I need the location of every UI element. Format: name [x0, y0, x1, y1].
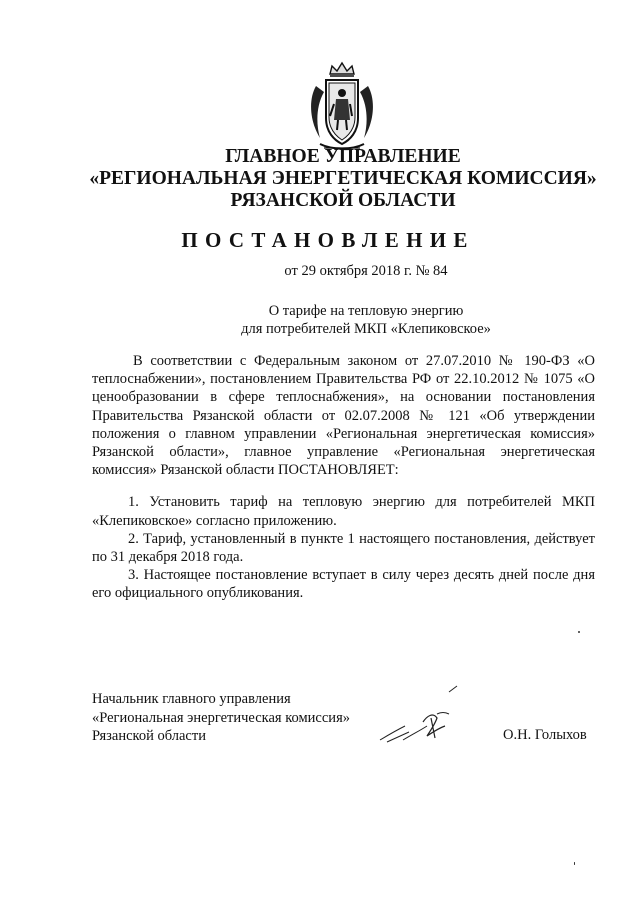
signatory-title	[92, 690, 350, 746]
resolution-item-3: 3. Настоящее постановление вступает в силу через десять дней после дня его официального опубликования.	[92, 567, 595, 602]
signatory-title-line-2: «Региональная энергетическая комиссия»	[92, 709, 350, 726]
signatory-title-line-1: Начальник главного управления	[92, 691, 291, 707]
scan-speck	[578, 631, 580, 633]
document-body	[92, 352, 595, 603]
authority-line-2: «РЕГИОНАЛЬНАЯ ЭНЕРГЕТИЧЕСКАЯ КОМИССИЯ»	[89, 168, 597, 189]
preamble-paragraph: В соответствии с Федеральным законом от 27.07.2010 № 190-ФЗ «О теплоснабжении», постановлением Правительства РФ от 22.10.2012 № 1075 «О ценообразовании в сфере теплоснабжения», на основании постановления Правительства Рязанской области от 02.07.2008 № 121 «Об утверждении положения о главном управлении «Региональная энергетическая комиссия» Рязанской области», главное управление «Региональная энергетическая комиссия» Рязанской области ПОСТАНОВЛЯЕТ:	[92, 353, 595, 479]
scan-speck	[574, 862, 575, 865]
subject-line-2: для потребителей МКП «Клепиковское»	[241, 321, 491, 337]
signatory-name: О.Н. Голыхов	[503, 727, 587, 743]
handwritten-signature	[375, 682, 460, 752]
signatory-title-line-3: Рязанской области	[92, 728, 206, 744]
coat-of-arms-emblem	[302, 60, 382, 160]
authority-line-1: ГЛАВНОЕ УПРАВЛЕНИЕ	[225, 146, 461, 167]
resolution-item-1: 1. Установить тариф на тепловую энергию для потребителей МКП «Клепиковское» согласно приложению.	[92, 494, 595, 529]
resolution-item-2: 2. Тариф, установленный в пункте 1 настоящего постановления, действует по 31 декабря 2018 года.	[92, 530, 595, 566]
document-subject	[46, 302, 640, 338]
issuing-authority	[0, 146, 640, 212]
subject-line-1: О тарифе на тепловую энергию	[268, 303, 464, 319]
document-type-title: ПОСТАНОВЛЕНИЕ	[181, 228, 475, 252]
authority-line-3: РЯЗАНСКОЙ ОБЛАСТИ	[230, 190, 456, 211]
date-and-number: от 29 октября 2018 г. № 84	[284, 263, 448, 279]
